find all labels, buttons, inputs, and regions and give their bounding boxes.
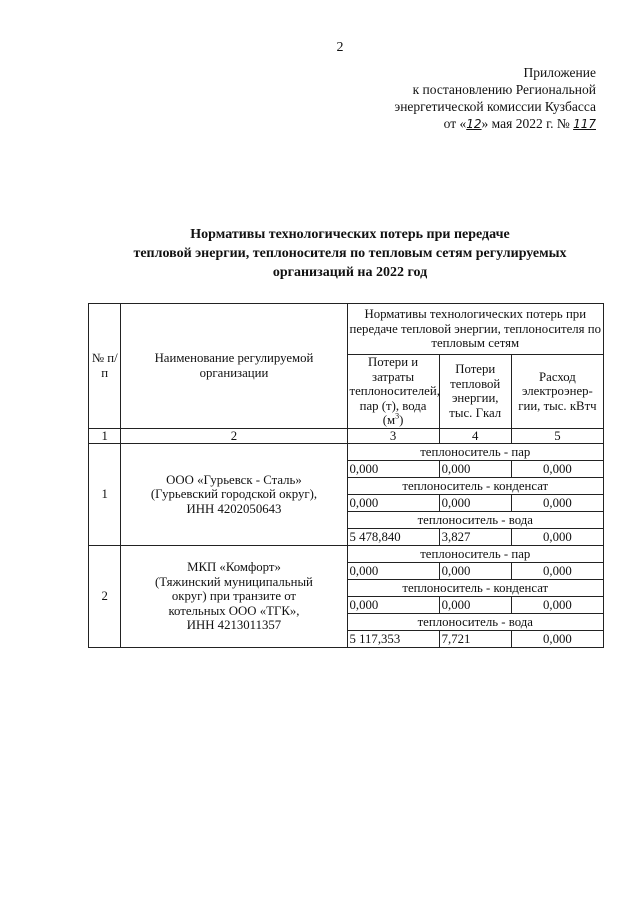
appendix-date: от «12» мая 2022 г. № 117 (443, 116, 596, 131)
value-losses: 5 478,840 (347, 529, 439, 546)
row-num: 2 (89, 546, 121, 648)
column-numbers-row: 1 2 3 4 5 (89, 428, 604, 444)
handwritten-number: 117 (573, 117, 596, 131)
value-losses: 0,000 (347, 563, 439, 580)
value-heat: 0,000 (439, 461, 511, 478)
appendix-title: Приложение (523, 65, 596, 80)
section-label: теплоноситель - вода (347, 614, 603, 631)
value-electricity: 0,000 (511, 461, 603, 478)
value-heat: 0,000 (439, 597, 511, 614)
header-col4: Потери тепловой энергии, тыс. Гкал (439, 355, 511, 429)
row-num: 1 (89, 444, 121, 546)
value-losses: 0,000 (347, 597, 439, 614)
table-row (89, 546, 604, 563)
table-row (89, 444, 604, 461)
document-title: Нормативы технологических потерь при передаче тепловой энергии, теплоносителя по тепловым сетям регулируемых организаций на 2022 год (133, 227, 567, 280)
appendix-decree: к постановлению Региональной (412, 82, 596, 97)
value-losses: 0,000 (347, 495, 439, 512)
value-heat: 7,721 (439, 631, 511, 648)
appendix-block (394, 64, 596, 133)
section-label: теплоноситель - пар (347, 444, 603, 461)
value-electricity: 0,000 (511, 631, 603, 648)
section-label: теплоноситель - вода (347, 512, 603, 529)
handwritten-day: 12 (466, 117, 482, 131)
value-electricity: 0,000 (511, 529, 603, 546)
section-label: теплоноситель - конденсат (347, 478, 603, 495)
value-losses: 0,000 (347, 461, 439, 478)
appendix-commission: энергетической комиссии Кузбасса (394, 99, 596, 114)
header-group: Нормативы технологических потерь при передаче тепловой энергии, теплоносителя по тепловым сетям (347, 304, 603, 355)
value-electricity: 0,000 (511, 597, 603, 614)
page-number: 2 (336, 40, 344, 55)
norms-table (88, 303, 604, 648)
section-label: теплоноситель - пар (347, 546, 603, 563)
value-electricity: 0,000 (511, 563, 603, 580)
value-heat: 3,827 (439, 529, 511, 546)
value-losses: 5 117,353 (347, 631, 439, 648)
table-header-row (89, 304, 604, 355)
value-electricity: 0,000 (511, 495, 603, 512)
header-num: № п/п (89, 304, 121, 429)
org-name: ООО «Гурьевск - Сталь» (Гурьевский городской округ), ИНН 4202050643 (121, 444, 347, 546)
header-org: Наименование регулируемой организации (121, 304, 347, 429)
value-heat: 0,000 (439, 495, 511, 512)
header-col3: Потери и затраты теплоносителей, пар (т), вода $(м^3)$ (347, 355, 439, 429)
value-heat: 0,000 (439, 563, 511, 580)
header-col5: Расход электроэнер-гии, тыс. кВтч (511, 355, 603, 429)
section-label: теплоноситель - конденсат (347, 580, 603, 597)
org-name: МКП «Комфорт» (Тяжинский муниципальный округ) при транзите от котельных ООО «ТГК», ИНН 4213011357 (121, 546, 347, 648)
